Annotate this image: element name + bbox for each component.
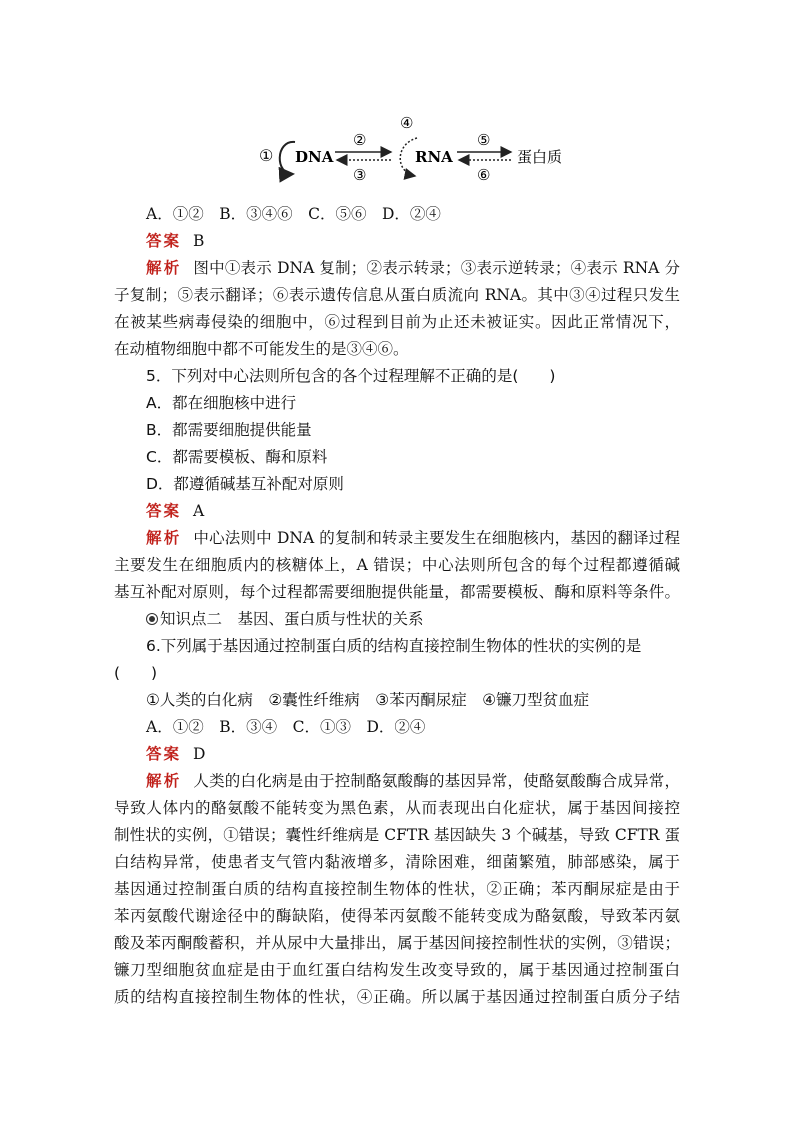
protein-label: 蛋白质 (517, 148, 563, 166)
q6-answer-line (146, 744, 680, 764)
q6-analysis-text-1: 人类的白化病是由于控制酪氨酸酶的基因异常，使酪氨酸酶合成异常， (193, 772, 680, 790)
q6-stem: 6.下列属于基因通过控制蛋白质的结构直接控制生物体的性状的实例的是 (146, 637, 642, 655)
rna-label: RNA (415, 148, 453, 166)
q5-option-a: A．都在细胞核中进行 (146, 394, 297, 412)
label-3: ③ (353, 166, 367, 184)
q5-analysis-text-1: 中心法则中 DNA 的复制和转录主要发生在细胞核内，基因的翻译过程 (193, 529, 680, 547)
q4-analysis-line-3: 在被某些病毒侵染的细胞中，⑥过程到目前为止还未被证实。因此正常情况下， (114, 313, 680, 331)
section-heading (146, 609, 680, 629)
q4-analysis-text-1: 图中①表示 DNA 复制；②表示转录；③表示逆转录；④表示 RNA 分 (193, 259, 680, 277)
q6-analysis-line-8: 镰刀型细胞贫血症是由于血红蛋白结构发生改变导致的，属于基因通过控制蛋白 (114, 961, 680, 979)
q6-analysis-line-7: 酸及苯丙酮酸蓄积，并从尿中大量排出，属于基因间接控制性状的实例，③错误； (114, 934, 680, 952)
q5-stem: 5．下列对中心法则所包含的各个过程理解不正确的是( ) (146, 367, 556, 385)
analysis-label: 解析 (146, 259, 182, 277)
q4-answer: B (193, 232, 205, 250)
analysis-label: 解析 (146, 772, 182, 790)
replication-loop-arrow (280, 142, 295, 174)
q4-analysis-line-1 (146, 258, 680, 278)
q4-options: A．①② B．③④⑥ C．⑤⑥ D．②④ (146, 205, 441, 223)
label-1: ① (259, 146, 274, 165)
section-title: 知识点二 基因、蛋白质与性状的关系 (160, 610, 424, 628)
label-4: ④ (400, 114, 414, 132)
q6-options: A．①② B．③④ C．①③ D．②④ (146, 718, 426, 736)
q6-analysis-line-4: 白结构异常，使患者支气管内黏液增多，清除困难，细菌繁殖，肺部感染，属于 (114, 853, 680, 871)
q6-analysis-line-5: 基因通过控制蛋白质的结构直接控制生物体的性状，②正确；苯丙酮尿症是由于 (114, 880, 680, 898)
q5-option-d: D．都遵循碱基互补配对原则 (146, 475, 344, 493)
q4-analysis-line-2: 子复制；⑤表示翻译；⑥表示遗传信息从蛋白质流向 RNA。其中③④过程只发生 (114, 286, 680, 304)
central-dogma-svg (255, 110, 575, 190)
q5-option-b: B．都需要细胞提供能量 (146, 421, 312, 439)
q5-analysis-line-3: 基互补配对原则，每个过程都需要细胞提供能量，都需要模板、酶和原料等条件。 (114, 583, 680, 601)
central-dogma-diagram (255, 110, 575, 190)
q6-analysis-line-3: 制性状的实例，①错误；囊性纤维病是 CFTR 基因缺失 3 个碱基，导致 CFTR 蛋 (114, 826, 680, 844)
q6-analysis-line-1 (146, 771, 680, 791)
q6-items: ①人类的白化病 ②囊性纤维病 ③苯丙酮尿症 ④镰刀型贫血症 (146, 691, 590, 709)
q4-answer-line (146, 231, 680, 251)
label-6: ⑥ (477, 166, 491, 184)
q6-stem-paren: ( ) (114, 664, 158, 682)
target-bullet-icon (146, 613, 158, 625)
answer-label: 答案 (146, 502, 182, 520)
q5-option-c: C．都需要模板、酶和原料 (146, 448, 328, 466)
q5-analysis-line-2: 主要发生在细胞质内的核糖体上，A 错误；中心法则所包含的每个过程都遵循碱 (114, 556, 680, 574)
dna-label: DNA (295, 148, 334, 166)
label-5: ⑤ (477, 131, 491, 149)
q4-analysis-line-4: 在动植物细胞中都不可能发生的是③④⑥。 (114, 340, 409, 358)
q6-analysis-line-6: 苯丙氨酸代谢途径中的酶缺陷，使得苯丙氨酸不能转变成为酪氨酸，导致苯丙氨 (114, 907, 680, 925)
q6-answer: D (193, 745, 206, 763)
analysis-label: 解析 (146, 529, 182, 547)
q5-answer: A (193, 502, 205, 520)
q5-answer-line (146, 501, 680, 521)
label-2: ② (353, 131, 367, 149)
q6-analysis-line-9: 质的结构直接控制生物体的性状，④正确。所以属于基因通过控制蛋白质分子结 (114, 988, 680, 1006)
q6-analysis-line-2: 导致人体内的酪氨酸不能转变为黑色素，从而表现出白化症状，属于基因间接控 (114, 799, 680, 817)
answer-label: 答案 (146, 745, 182, 763)
q5-analysis-line-1 (146, 528, 680, 548)
answer-label: 答案 (146, 232, 182, 250)
